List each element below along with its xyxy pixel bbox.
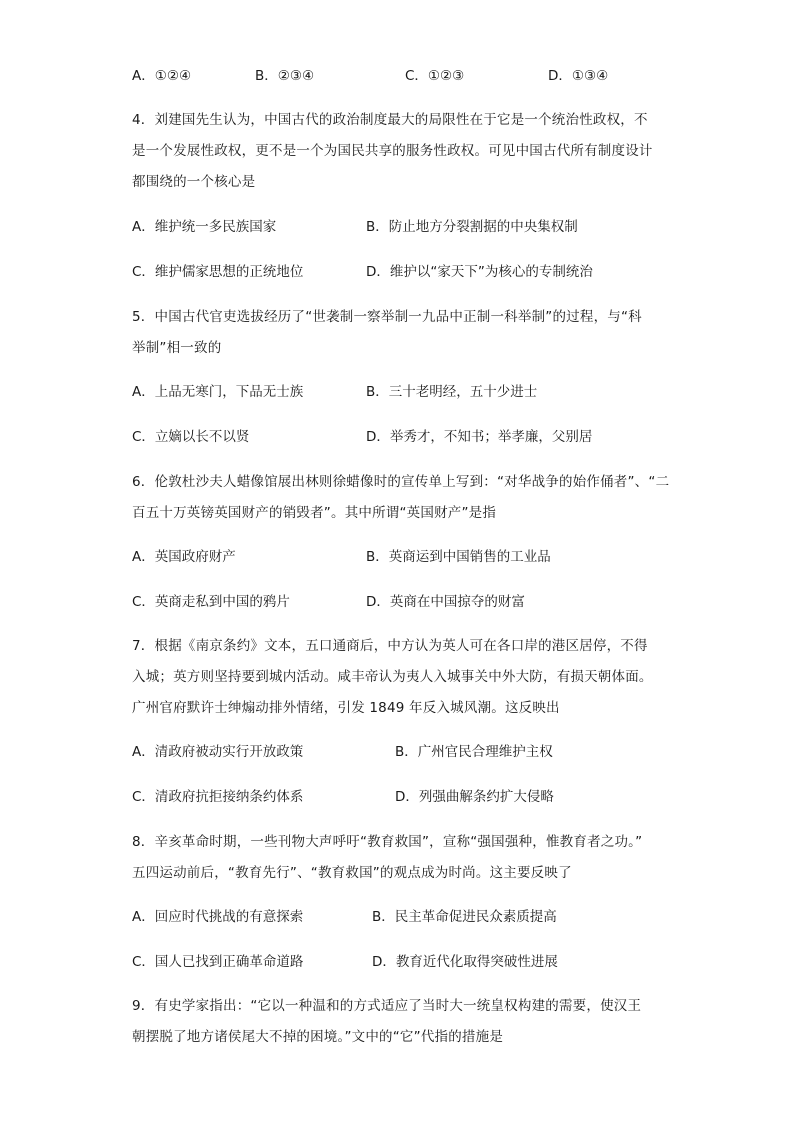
question-7-option-b[interactable]: B．广州官民合理维护主权 [395, 744, 553, 760]
q3-option-b[interactable]: B．②③④ [255, 68, 315, 84]
question-8-stem-line-1: 8．辛亥革命时期，一些刊物大声呼吁“教育救国”，宣称“强国强种，惟教育者之功。” [132, 834, 643, 850]
question-9-stem-line-1: 9．有史学家指出：“它以一种温和的方式适应了当时大一统皇权构建的需要，使汉王 [132, 998, 642, 1014]
question-7-option-d[interactable]: D．列强曲解条约扩大侵略 [395, 789, 554, 805]
question-4-option-a[interactable]: A．维护统一多民族国家 [132, 219, 277, 235]
question-8-option-b[interactable]: B．民主革命促进民众素质提高 [372, 909, 557, 925]
q3-option-c[interactable]: C．①②③ [405, 68, 465, 84]
question-7-stem-line-3: 广州官府默许士绅煽动排外情绪，引发 1849 年反入城风潮。这反映出 [132, 700, 560, 716]
question-8-stem-line-2: 五四运动前后，“教育先行”、“教育救国”的观点成为时尚。这主要反映了 [132, 865, 572, 881]
question-9-stem-line-2: 朝摆脱了地方诸侯尾大不掉的困境。”文中的“它”代指的措施是 [132, 1029, 504, 1045]
q3-option-a[interactable]: A．①②④ [132, 68, 192, 84]
question-4-option-c[interactable]: C．维护儒家思想的正统地位 [132, 264, 304, 280]
question-4-stem-line-1: 4．刘建国先生认为，中国古代的政治制度最大的局限性在于它是一个统治性政权，不 [132, 112, 648, 128]
question-4-option-d[interactable]: D．维护以“家天下”为核心的专制统治 [366, 264, 593, 280]
question-7-option-a[interactable]: A．清政府被动实行开放政策 [132, 744, 304, 760]
question-7-option-c[interactable]: C．清政府抗拒接纳条约体系 [132, 789, 304, 805]
question-8-option-d[interactable]: D．教育近代化取得突破性进展 [372, 954, 558, 970]
question-6-stem-line-1: 6．伦敦杜沙夫人蜡像馆展出林则徐蜡像时的宣传单上写到：“对华战争的始作俑者”、“二 [132, 474, 670, 490]
question-6-option-b[interactable]: B．英商运到中国销售的工业品 [366, 549, 551, 565]
question-4-option-b[interactable]: B．防止地方分裂割据的中央集权制 [366, 219, 578, 235]
question-8-option-a[interactable]: A．回应时代挑战的有意探索 [132, 909, 304, 925]
question-5-option-c[interactable]: C．立嫡以长不以贤 [132, 429, 250, 445]
question-8-option-c[interactable]: C．国人已找到正确革命道路 [132, 954, 304, 970]
question-7-stem-line-2: 入城；英方则坚持要到城内活动。咸丰帝认为夷人入城事关中外大防，有损天朝体面。 [132, 669, 653, 685]
question-5-option-b[interactable]: B．三十老明经，五十少进士 [366, 384, 538, 400]
question-6-stem-line-2: 百五十万英镑英国财产的销毁者”。其中所谓“英国财产”是指 [132, 505, 497, 521]
question-4-stem-line-2: 是一个发展性政权，更不是一个为国民共享的服务性政权。可见中国古代所有制度设计 [132, 143, 653, 159]
question-5-stem-line-1: 5．中国古代官吏选拔经历了“世袭制一察举制一九品中正制一科举制”的过程，与“科 [132, 309, 642, 325]
question-5-option-a[interactable]: A．上品无寒门，下品无士族 [132, 384, 304, 400]
question-6-option-c[interactable]: C．英商走私到中国的鸦片 [132, 594, 290, 610]
question-5-option-d[interactable]: D．举秀才，不知书；举孝廉，父别居 [366, 429, 593, 445]
question-5-stem-line-2: 举制”相一致的 [132, 340, 222, 356]
question-7-stem-line-1: 7．根据《南京条约》文本，五口通商后，中方认为英人可在各口岸的港区居停，不得 [132, 638, 648, 654]
question-4-stem-line-3: 都围绕的一个核心是 [132, 174, 256, 190]
q3-option-d[interactable]: D．①③④ [548, 68, 609, 84]
question-6-option-a[interactable]: A．英国政府财产 [132, 549, 236, 565]
question-6-option-d[interactable]: D．英商在中国掠夺的财富 [366, 594, 525, 610]
